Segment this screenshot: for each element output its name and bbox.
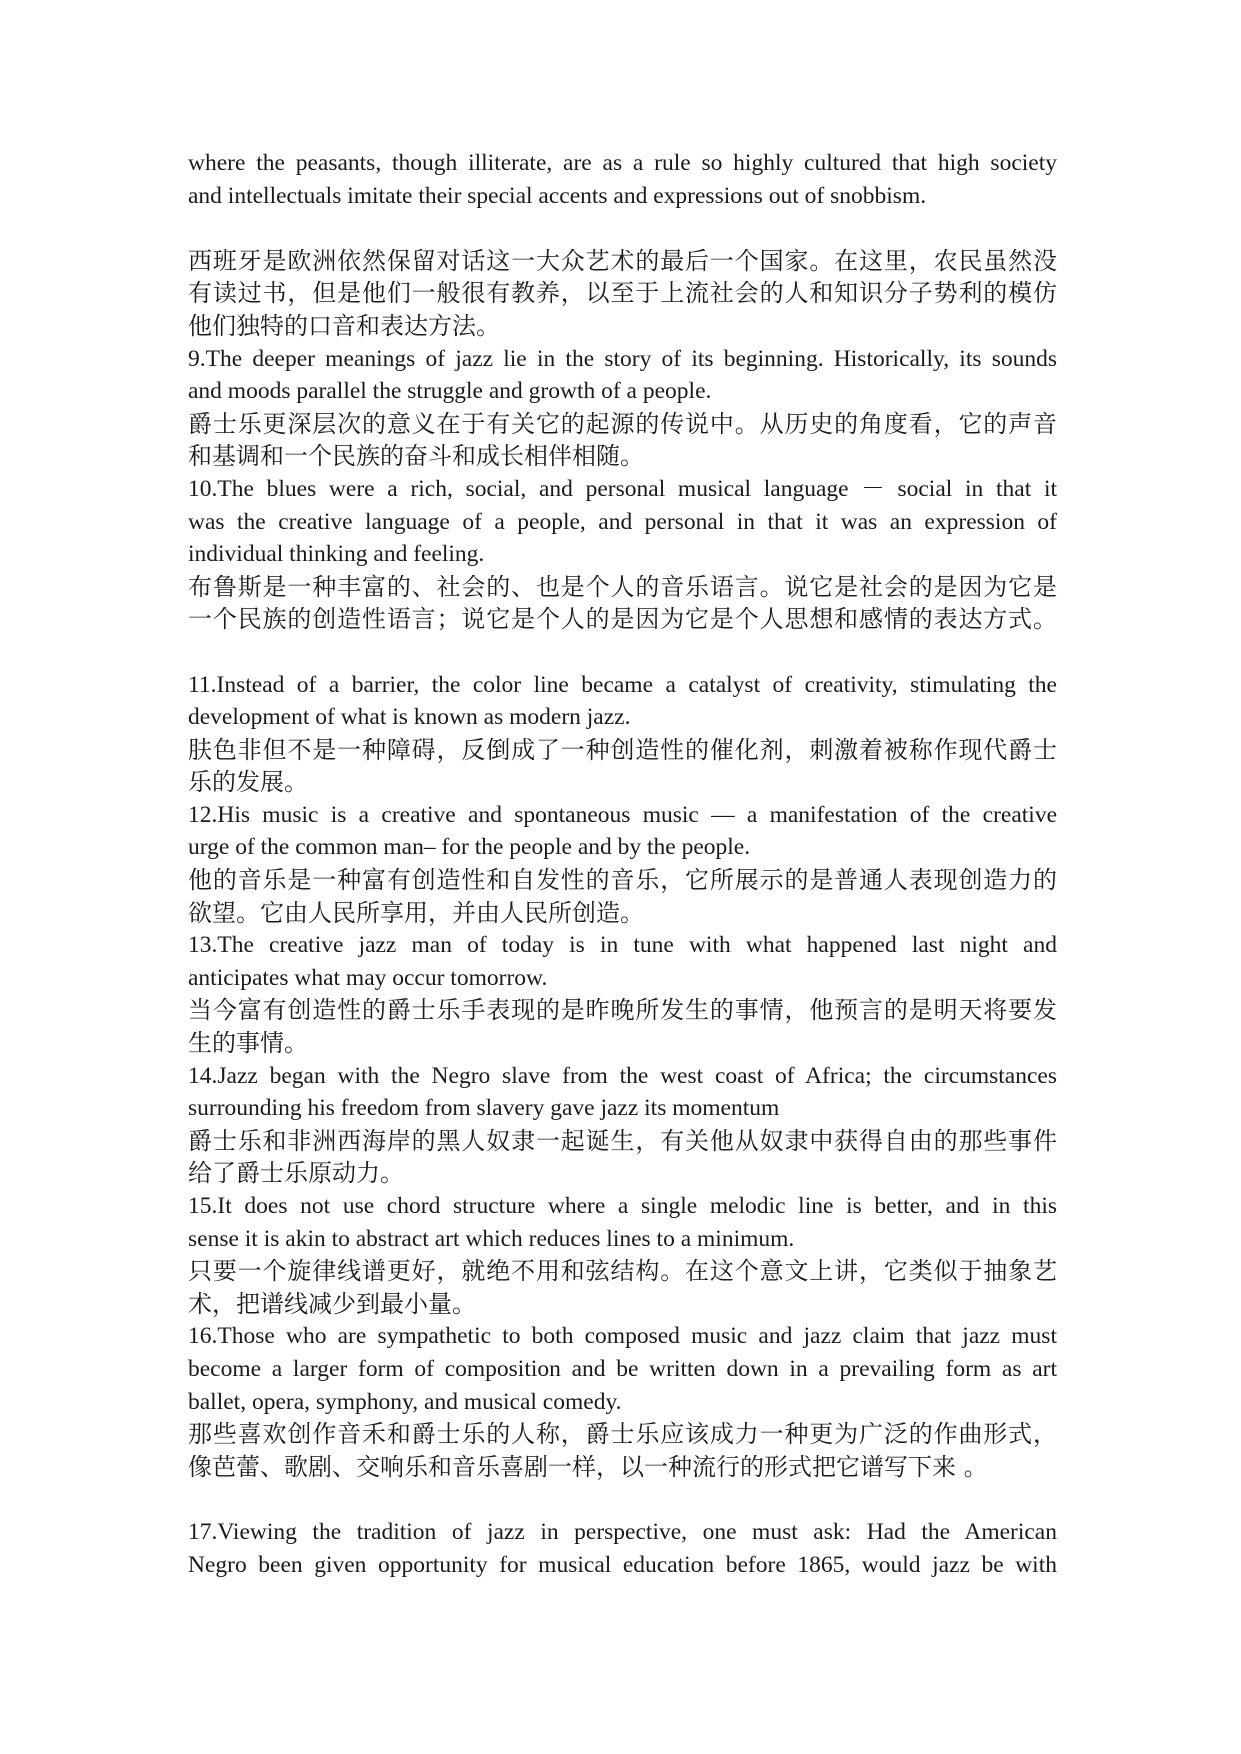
english-text-line: 9.The deeper meanings of jazz lie in the story of its beginning. Historically, its sounds (188, 345, 1057, 372)
chinese-text-line: 有读过书，但是他们一般很有教养，以至于上流社会的人和知识分子势利的模仿 (188, 279, 1057, 308)
english-text-line: 16.Those who are sympathetic to both composed music and jazz claim that jazz must (188, 1323, 1057, 1350)
english-text-line: and moods parallel the struggle and growth of a people. (188, 378, 712, 405)
chinese-text-line: 爵士乐和非洲西海岸的黑人奴隶一起诞生，有关他从奴隶中获得自由的那些事件 (188, 1126, 1057, 1155)
english-text-line: urge of the common man– for the people and by the people. (188, 834, 751, 861)
chinese-text-line: 只要一个旋律线谱更好，就绝不用和弦结构。在这个意文上讲，它类似于抽象艺 (188, 1257, 1057, 1286)
english-text-line: ballet, opera, symphony, and musical comedy. (188, 1388, 622, 1415)
chinese-text-line: 他们独特的口音和表达方法。 (188, 311, 500, 340)
chinese-text-line: 他的音乐是一种富有创造性和自发性的音乐，它所展示的是普通人表现创造力的 (188, 866, 1057, 895)
chinese-text-line: 欲望。它由人民所享用，并由人民所创造。 (188, 898, 644, 927)
chinese-text-line: 乐的发展。 (188, 768, 308, 797)
english-text-line: development of what is known as modern jazz. (188, 704, 631, 731)
chinese-text-line: 当今富有创造性的爵士乐手表现的是昨晚所发生的事情，他预言的是明天将要发 (188, 996, 1057, 1025)
english-text-line: 14.Jazz began with the Negro slave from the west coast of Africa; the circumstances (188, 1062, 1057, 1089)
chinese-text-line: 布鲁斯是一种丰富的、社会的、也是个人的音乐语言。说它是社会的是因为它是 (188, 572, 1057, 601)
chinese-text-line: 生的事情。 (188, 1029, 308, 1058)
chinese-text-line: 一个民族的创造性语言；说它是个人的是因为它是个人思想和感情的表达方式。 (188, 605, 1057, 634)
english-text-line: and intellectuals imitate their special accents and expressions out of snobbism. (188, 182, 927, 209)
document-page (188, 147, 1057, 1581)
english-text-line: Negro been given opportunity for musical education before 1865, would jazz be with (188, 1551, 1057, 1578)
english-text-line: was the creative language of a people, and personal in that it was an expression of (188, 508, 1057, 535)
english-text-line: 15.It does not use chord structure where a single melodic line is better, and in this (188, 1193, 1057, 1219)
english-text-line: 13.The creative jazz man of today is in tune with what happened last night and (188, 932, 1057, 959)
chinese-text-line: 给了爵士乐原动力。 (188, 1159, 404, 1188)
chinese-text-line: 那些喜欢创作音禾和爵士乐的人称，爵士乐应该成力一种更为广泛的作曲形式， (188, 1420, 1057, 1449)
chinese-text-line: 肤色非但不是一种障碍，反倒成了一种创造性的催化剂，刺激着被称作现代爵士 (188, 735, 1057, 764)
paragraph-gap (188, 1483, 1057, 1516)
english-text-line: where the peasants, though illiterate, are as a rule so highly cultured that high society (188, 150, 1057, 176)
chinese-text-line: 和基调和一个民族的奋斗和成长相伴相随。 (188, 442, 644, 471)
english-text-line: individual thinking and feeling. (188, 541, 485, 568)
english-text-line: 11.Instead of a barrier, the color line became a catalyst of creativity, stimulating the (188, 671, 1057, 698)
chinese-text-line: 像芭蕾、歌剧、交响乐和音乐喜剧一样，以一种流行的形式把它谱写下来 。 (188, 1452, 988, 1481)
english-text-line: anticipates what may occur tomorrow. (188, 964, 548, 991)
english-text-line: 12.His music is a creative and spontaneous music — a manifestation of the creative (188, 801, 1057, 828)
paragraph-gap (188, 212, 1057, 245)
chinese-text-line: 爵士乐更深层次的意义在于有关它的起源的传说中。从历史的角度看，它的声音 (188, 409, 1057, 438)
chinese-text-line: 西班牙是欧洲依然保留对话这一大众艺术的最后一个国家。在这里，农民虽然没 (188, 246, 1057, 275)
english-text-line: 17.Viewing the tradition of jazz in perspective, one must ask: Had the American (188, 1518, 1057, 1545)
english-text-line: become a larger form of composition and be written down in a prevailing form as art (188, 1355, 1057, 1382)
english-text-line: sense it is akin to abstract art which reduces lines to a minimum. (188, 1225, 795, 1252)
paragraph-gap (188, 636, 1057, 669)
english-text-line: 10.The blues were a rich, social, and personal musical language － social in that it (188, 475, 1057, 502)
english-text-line: surrounding his freedom from slavery gave jazz its momentum (188, 1095, 780, 1122)
chinese-text-line: 术，把谱线减少到最小量。 (188, 1289, 476, 1318)
